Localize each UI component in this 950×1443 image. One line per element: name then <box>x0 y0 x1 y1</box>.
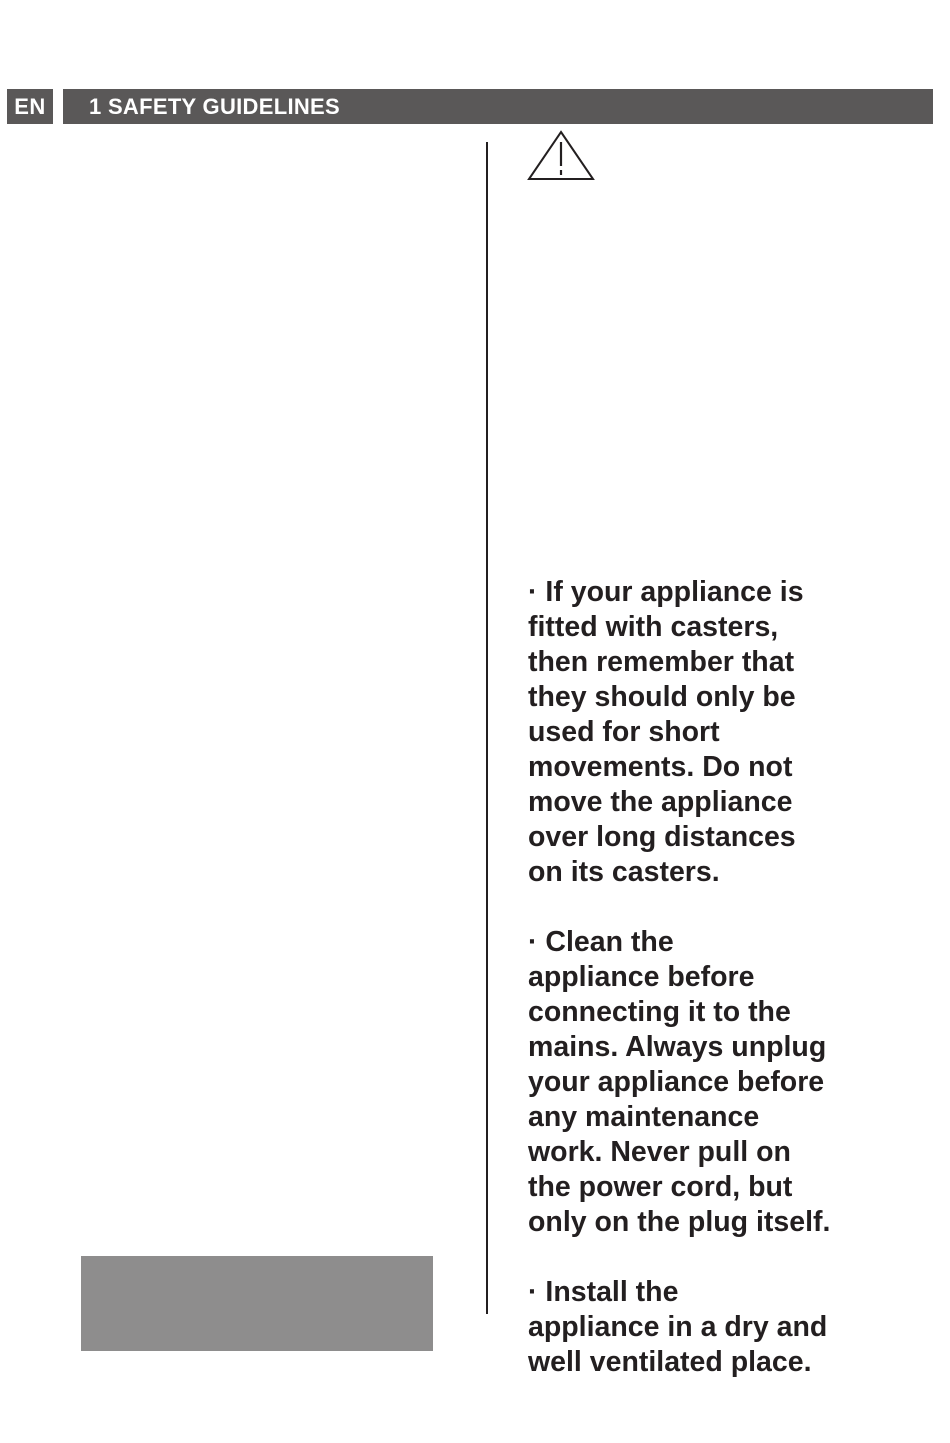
column-divider <box>486 142 488 1314</box>
instruction-casters: · If your appliance is fitted with casters, then remember that they should only be used for short movements. Do not move the appliance over long distances on its casters. <box>528 576 804 888</box>
gray-panel <box>81 1256 433 1351</box>
warning-triangle-icon <box>527 130 595 182</box>
instruction-cleaning: · Clean the appliance before connecting it to the mains. Always unplug your appliance before any maintenance work. Never pull on the power cord, but only on the plug itself. <box>528 926 831 1238</box>
language-badge <box>7 89 53 124</box>
section-header-bar <box>63 89 933 124</box>
section-title: 1 SAFETY GUIDELINES <box>89 94 341 119</box>
language-code: EN <box>14 94 46 119</box>
instruction-installation: · Install the appliance in a dry and well ventilated place. <box>528 1276 828 1378</box>
safety-instructions <box>528 540 943 1415</box>
